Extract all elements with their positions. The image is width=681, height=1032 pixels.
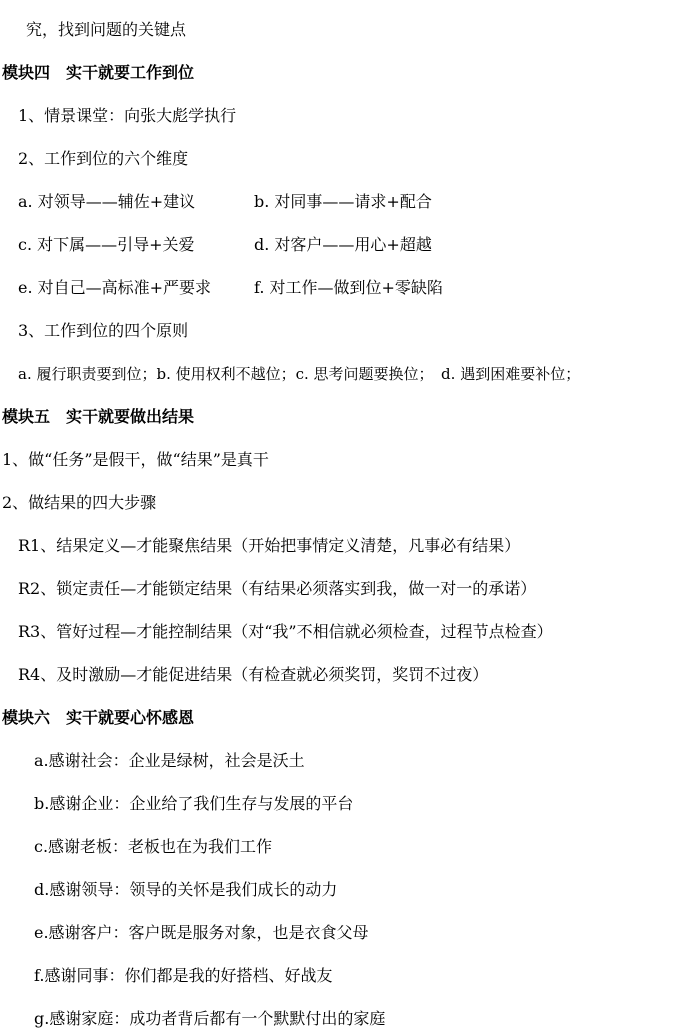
gratitude-e: e.感谢客户：客户既是服务对象，也是衣食父母 [34, 923, 369, 942]
module-four-item-3: 3、工作到位的四个原则 [18, 321, 189, 340]
module-five-item-2: 2、做结果的四大步骤 [2, 493, 157, 512]
module-four-item-2: 2、工作到位的六个维度 [18, 149, 189, 168]
module-five-item-1: 1、做“任务”是假干，做“结果”是真干 [2, 450, 269, 469]
dimension-c: c. 对下属——引导+关爱 [18, 235, 195, 254]
step-r3: R3、管好过程—才能控制结果（对“我”不相信就必须检查，过程节点检查） [18, 622, 553, 641]
dimension-e: e. 对自己—高标准+严要求 [18, 278, 212, 297]
dimension-f: f. 对工作—做到位+零缺陷 [254, 278, 443, 297]
dimension-a: a. 对领导——辅佐+建议 [18, 192, 196, 211]
dimension-b: b. 对同事——请求+配合 [254, 192, 432, 211]
module-four-item-1: 1、情景课堂：向张大彪学执行 [18, 106, 237, 125]
gratitude-f: f.感谢同事：你们都是我的好搭档、好战友 [34, 966, 333, 985]
module-six-heading: 模块六 实干就要心怀感恩 [2, 708, 195, 727]
step-r2: R2、锁定责任—才能锁定结果（有结果必须落实到我，做一对一的承诺） [18, 579, 537, 598]
module-five-heading: 模块五 实干就要做出结果 [2, 407, 195, 426]
gratitude-a: a.感谢社会：企业是绿树，社会是沃土 [34, 751, 305, 770]
four-principles-line: a. 履行职责要到位；b. 使用权利不越位；c. 思考问题要换位； d. 遇到困难要补位； [18, 365, 581, 383]
dimension-d: d. 对客户——用心+超越 [254, 235, 432, 254]
gratitude-b: b.感谢企业：企业给了我们生存与发展的平台 [34, 794, 354, 813]
module-four-heading: 模块四 实干就要工作到位 [2, 63, 195, 82]
gratitude-d: d.感谢领导：领导的关怀是我们成长的动力 [34, 880, 338, 899]
step-r4: R4、及时激励—才能促进结果（有检查就必须奖罚，奖罚不过夜） [18, 665, 489, 684]
continuation-line: 究，找到问题的关键点 [26, 20, 187, 39]
step-r1: R1、结果定义—才能聚焦结果（开始把事情定义清楚，凡事必有结果） [18, 536, 521, 555]
gratitude-g: g.感谢家庭：成功者背后都有一个默默付出的家庭 [34, 1009, 386, 1028]
gratitude-c: c.感谢老板：老板也在为我们工作 [34, 837, 273, 856]
